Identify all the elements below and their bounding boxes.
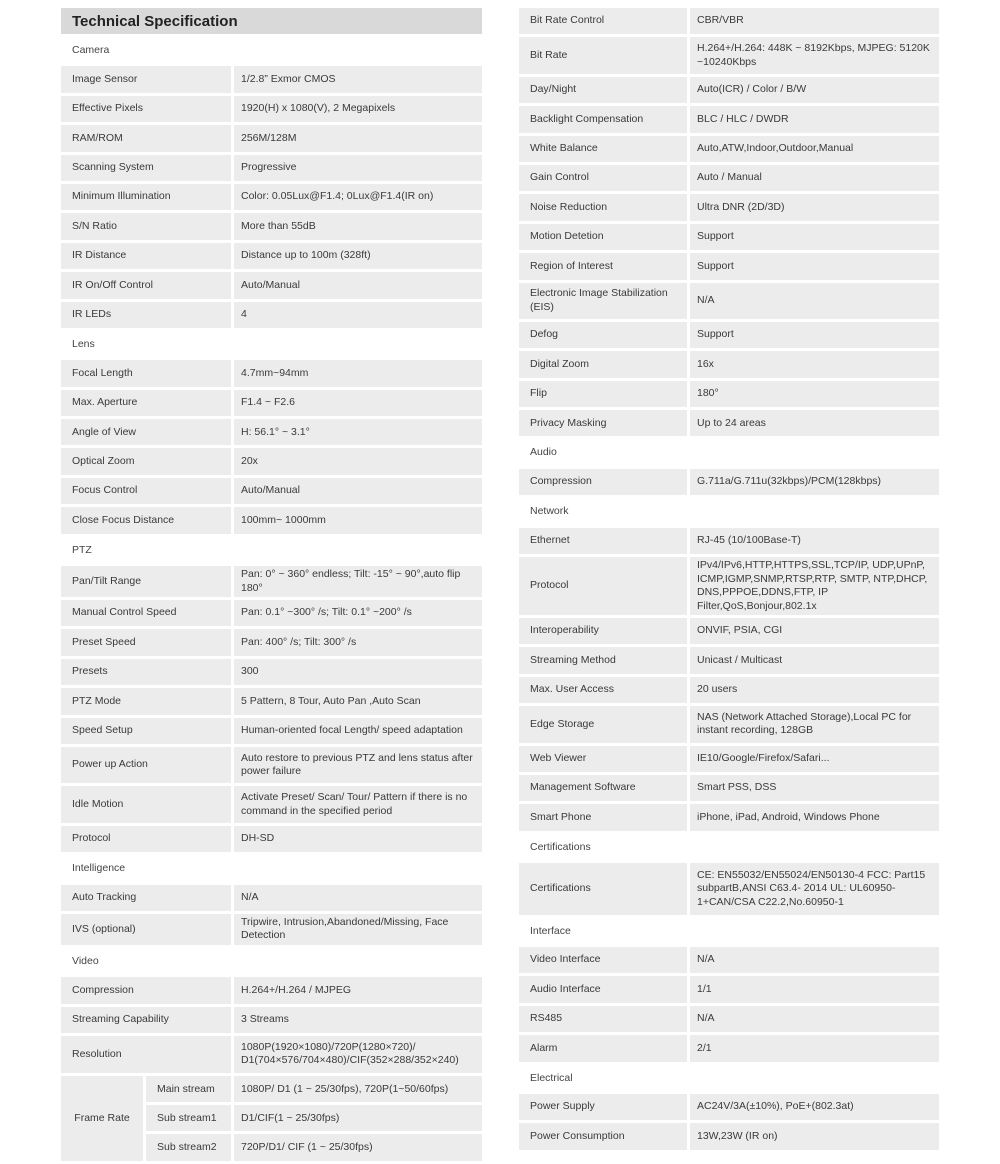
spec-label: White Balance [519, 136, 687, 162]
spec-value: 256M/128M [234, 125, 482, 151]
spec-label: RS485 [519, 1006, 687, 1032]
spec-row-manual-control-speed [61, 600, 482, 626]
spec-value: F1.4 ~ F2.6 [234, 390, 482, 416]
spec-label: Minimum Illumination [61, 184, 231, 210]
spec-label: Idle Motion [61, 786, 231, 822]
spec-value: 3 Streams [234, 1007, 482, 1033]
spec-value: 300 [234, 659, 482, 685]
spec-label: Compression [519, 469, 687, 495]
spec-value: Ultra DNR (2D/3D) [690, 194, 939, 220]
spec-value: H.264+/H.264 / MJPEG [234, 977, 482, 1003]
spec-row-resolution [61, 1036, 482, 1072]
spec-row-interoperability [519, 618, 939, 644]
spec-value: Pan: 0° ~ 360° endless; Tilt: -15° ~ 90°,auto flip 180° [234, 566, 482, 597]
spec-label: Audio Interface [519, 976, 687, 1002]
spec-value: Auto,ATW,Indoor,Outdoor,Manual [690, 136, 939, 162]
spec-label: PTZ Mode [61, 688, 231, 714]
spec-value: Pan: 400° /s; Tilt: 300° /s [234, 629, 482, 655]
spec-label: Preset Speed [61, 629, 231, 655]
spec-row-web-viewer [519, 746, 939, 772]
spec-label: Web Viewer [519, 746, 687, 772]
spec-label: IR LEDs [61, 302, 231, 328]
spec-value: D1/CIF(1 ~ 25/30fps) [234, 1105, 482, 1131]
spec-value: H.264+/H.264: 448K ~ 8192Kbps, MJPEG: 5120K ~10240Kbps [690, 37, 939, 73]
spec-row-flip [519, 381, 939, 407]
spec-row-compression [61, 977, 482, 1003]
spec-value: 100mm~ 1000mm [234, 507, 482, 533]
spec-row-compression [519, 469, 939, 495]
spec-label: Resolution [61, 1036, 231, 1072]
spec-label: Gain Control [519, 165, 687, 191]
spec-label: Motion Detetion [519, 224, 687, 250]
spec-label: Power up Action [61, 747, 231, 783]
right-spec-table [519, 8, 939, 1150]
spec-row-ir-on-off-control [61, 272, 482, 298]
spec-sublabel: Main stream [146, 1076, 231, 1102]
spec-label: Close Focus Distance [61, 507, 231, 533]
spec-value: DH-SD [234, 826, 482, 852]
spec-label: Alarm [519, 1035, 687, 1061]
section-heading-intelligence: Intelligence [72, 862, 126, 875]
spec-value: 1/2.8” Exmor CMOS [234, 66, 482, 92]
spec-value: Activate Preset/ Scan/ Tour/ Pattern if there is no command in the specified period [234, 786, 482, 822]
spec-row-electronic-image-stabilization-eis [519, 283, 939, 319]
section-heading-audio: Audio [530, 446, 557, 459]
spec-value: Color: 0.05Lux@F1.4; 0Lux@F1.4(IR on) [234, 184, 482, 210]
spec-value: AC24V/3A(±10%), PoE+(802.3at) [690, 1094, 939, 1120]
spec-row-defog [519, 322, 939, 348]
spec-row-ethernet [519, 528, 939, 554]
spec-row-effective-pixels [61, 96, 482, 122]
spec-value: ONVIF, PSIA, CGI [690, 618, 939, 644]
spec-label: Electronic Image Stabilization (EIS) [519, 283, 687, 319]
spec-label: Optical Zoom [61, 448, 231, 474]
spec-label: Image Sensor [61, 66, 231, 92]
spec-value: Distance up to 100m (328ft) [234, 243, 482, 269]
left-spec-table [61, 37, 482, 1161]
spec-value: CE: EN55032/EN55024/EN50130-4 FCC: Part15 subpartB,ANSI C63.4- 2014 UL: UL60950-1+CAN/CSA C22.2,No.60950-1 [690, 863, 939, 915]
spec-label: Speed Setup [61, 718, 231, 744]
spec-row-idle-motion [61, 786, 482, 822]
spec-value: Up to 24 areas [690, 410, 939, 436]
spec-sublabel: Sub stream1 [146, 1105, 231, 1131]
spec-label: Focal Length [61, 360, 231, 386]
spec-row-ivs-optional [61, 914, 482, 945]
spec-label: Max. Aperture [61, 390, 231, 416]
spec-value: 180° [690, 381, 939, 407]
spec-value: 720P/D1/ CIF (1 ~ 25/30fps) [234, 1134, 482, 1160]
spec-row-image-sensor [61, 66, 482, 92]
spec-row-certifications [519, 863, 939, 915]
spec-value: iPhone, iPad, Android, Windows Phone [690, 804, 939, 830]
spec-label: Presets [61, 659, 231, 685]
spec-label: Video Interface [519, 947, 687, 973]
spec-value: 4.7mm~94mm [234, 360, 482, 386]
spec-row-ptz-mode [61, 688, 482, 714]
spec-row-streaming-capability [61, 1007, 482, 1033]
spec-label: Angle of View [61, 419, 231, 445]
spec-sublabel: Sub stream2 [146, 1134, 231, 1160]
spec-row-region-of-interest [519, 253, 939, 279]
spec-row-ir-leds [61, 302, 482, 328]
section-heading-electrical: Electrical [530, 1071, 573, 1084]
spec-label: Protocol [61, 826, 231, 852]
spec-row-close-focus-distance [61, 507, 482, 533]
spec-value: G.711a/G.711u(32kbps)/PCM(128kbps) [690, 469, 939, 495]
spec-label: Privacy Masking [519, 410, 687, 436]
spec-value: Support [690, 322, 939, 348]
spec-label: S/N Ratio [61, 213, 231, 239]
section-heading-interface: Interface [530, 924, 571, 937]
spec-row-digital-zoom [519, 351, 939, 377]
spec-value: N/A [234, 885, 482, 911]
spec-value: Human-oriented focal Length/ speed adaptation [234, 718, 482, 744]
spec-value: 20 users [690, 677, 939, 703]
spec-value: 1080P/ D1 (1 ~ 25/30fps), 720P(1~50/60fps) [234, 1076, 482, 1102]
spec-value: BLC / HLC / DWDR [690, 106, 939, 132]
spec-value: Support [690, 253, 939, 279]
spec-value: Support [690, 224, 939, 250]
spec-value: NAS (Network Attached Storage),Local PC for instant recording, 128GB [690, 706, 939, 742]
right-spec-column [519, 8, 939, 1153]
section-heading-lens: Lens [72, 337, 95, 350]
spec-label: Flip [519, 381, 687, 407]
spec-label: Interoperability [519, 618, 687, 644]
spec-value: N/A [690, 947, 939, 973]
spec-label: Bit Rate Control [519, 8, 687, 34]
spec-row-power-supply [519, 1094, 939, 1120]
spec-row-protocol [519, 557, 939, 615]
spec-label: Ethernet [519, 528, 687, 554]
spec-row-ram-rom [61, 125, 482, 151]
spec-title: Technical Specification [61, 8, 482, 34]
spec-value: IPv4/IPv6,HTTP,HTTPS,SSL,TCP/IP, UDP,UPnP, ICMP,IGMP,SNMP,RTSP,RTP, SMTP, NTP,DHCP, DNS,PPPOE,DDNS,FTP, IP Filter,QoS,Bonjour,802.1x [690, 557, 939, 615]
section-heading-video: Video [72, 954, 99, 967]
spec-label: Noise Reduction [519, 194, 687, 220]
spec-value: IE10/Google/Firefox/Safari... [690, 746, 939, 772]
spec-value: Auto / Manual [690, 165, 939, 191]
spec-row-management-software [519, 775, 939, 801]
spec-label: Digital Zoom [519, 351, 687, 377]
spec-subrow-main-stream [146, 1076, 482, 1102]
spec-label: Frame Rate [61, 1076, 143, 1161]
spec-label: Defog [519, 322, 687, 348]
spec-value: 20x [234, 448, 482, 474]
spec-row-max-aperture [61, 390, 482, 416]
spec-row-noise-reduction [519, 194, 939, 220]
spec-row-rs485 [519, 1006, 939, 1032]
spec-value: RJ-45 (10/100Base-T) [690, 528, 939, 554]
spec-label: Edge Storage [519, 706, 687, 742]
spec-value: Tripwire, Intrusion,Abandoned/Missing, Face Detection [234, 914, 482, 945]
spec-value: Smart PSS, DSS [690, 775, 939, 801]
spec-row-alarm [519, 1035, 939, 1061]
spec-label: Streaming Capability [61, 1007, 231, 1033]
spec-value: More than 55dB [234, 213, 482, 239]
spec-value: Pan: 0.1° ~300° /s; Tilt: 0.1° ~200° /s [234, 600, 482, 626]
left-spec-column [61, 8, 482, 1164]
spec-row-auto-tracking [61, 885, 482, 911]
spec-row-preset-speed [61, 629, 482, 655]
spec-label: Management Software [519, 775, 687, 801]
spec-row-gain-control [519, 165, 939, 191]
spec-value: 1920(H) x 1080(V), 2 Megapixels [234, 96, 482, 122]
spec-label: Max. User Access [519, 677, 687, 703]
spec-label: Bit Rate [519, 37, 687, 73]
section-heading-certifications: Certifications [530, 840, 591, 853]
spec-row-optical-zoom [61, 448, 482, 474]
spec-value: 1/1 [690, 976, 939, 1002]
spec-label: IR Distance [61, 243, 231, 269]
spec-label: RAM/ROM [61, 125, 231, 151]
spec-value: N/A [690, 283, 939, 319]
spec-label: Streaming Method [519, 647, 687, 673]
section-heading-camera: Camera [72, 44, 110, 56]
spec-label: Auto Tracking [61, 885, 231, 911]
spec-label: Power Consumption [519, 1123, 687, 1149]
spec-value: 2/1 [690, 1035, 939, 1061]
spec-row-speed-setup [61, 718, 482, 744]
spec-value: Auto restore to previous PTZ and lens status after power failure [234, 747, 482, 783]
spec-value: N/A [690, 1006, 939, 1032]
spec-row-bit-rate-control [519, 8, 939, 34]
spec-label: Pan/Tilt Range [61, 566, 231, 597]
spec-row-scanning-system [61, 155, 482, 181]
spec-row-power-consumption [519, 1123, 939, 1149]
spec-value: Auto(ICR) / Color / B/W [690, 77, 939, 103]
spec-value: 13W,23W (IR on) [690, 1123, 939, 1149]
spec-label: Effective Pixels [61, 96, 231, 122]
spec-row-ir-distance [61, 243, 482, 269]
spec-row-audio-interface [519, 976, 939, 1002]
spec-row-motion-detetion [519, 224, 939, 250]
spec-value: 16x [690, 351, 939, 377]
spec-value: Unicast / Multicast [690, 647, 939, 673]
spec-label: Scanning System [61, 155, 231, 181]
spec-label: IR On/Off Control [61, 272, 231, 298]
spec-row-focus-control [61, 478, 482, 504]
spec-value: 1080P(1920×1080)/720P(1280×720)/ D1(704×576/704×480)/CIF(352×288/352×240) [234, 1036, 482, 1072]
spec-row-day-night [519, 77, 939, 103]
spec-row-minimum-illumination [61, 184, 482, 210]
spec-row-presets [61, 659, 482, 685]
spec-row-s-n-ratio [61, 213, 482, 239]
spec-label: Focus Control [61, 478, 231, 504]
spec-label: Region of Interest [519, 253, 687, 279]
spec-label: Day/Night [519, 77, 687, 103]
section-heading-ptz: PTZ [72, 543, 92, 556]
spec-subrow-sub-stream1 [146, 1105, 482, 1131]
spec-row-pan-tilt-range [61, 566, 482, 597]
spec-label: Certifications [519, 863, 687, 915]
spec-row-edge-storage [519, 706, 939, 742]
spec-value: Auto/Manual [234, 478, 482, 504]
spec-label: IVS (optional) [61, 914, 231, 945]
spec-label: Backlight Compensation [519, 106, 687, 132]
spec-row-angle-of-view [61, 419, 482, 445]
spec-label: Compression [61, 977, 231, 1003]
spec-row-max-user-access [519, 677, 939, 703]
spec-value: H: 56.1° ~ 3.1° [234, 419, 482, 445]
spec-subrow-sub-stream2 [146, 1134, 482, 1160]
spec-row-frame-rate [61, 1076, 482, 1161]
spec-label: Manual Control Speed [61, 600, 231, 626]
spec-row-bit-rate [519, 37, 939, 73]
spec-value: 4 [234, 302, 482, 328]
spec-row-protocol [61, 826, 482, 852]
spec-row-focal-length [61, 360, 482, 386]
spec-value: Progressive [234, 155, 482, 181]
spec-value: CBR/VBR [690, 8, 939, 34]
spec-row-white-balance [519, 136, 939, 162]
section-heading-network: Network [530, 505, 569, 518]
spec-value: 5 Pattern, 8 Tour, Auto Pan ,Auto Scan [234, 688, 482, 714]
spec-row-privacy-masking [519, 410, 939, 436]
spec-row-smart-phone [519, 804, 939, 830]
spec-row-streaming-method [519, 647, 939, 673]
spec-value: Auto/Manual [234, 272, 482, 298]
spec-row-power-up-action [61, 747, 482, 783]
spec-label: Smart Phone [519, 804, 687, 830]
spec-label: Protocol [519, 557, 687, 615]
spec-row-backlight-compensation [519, 106, 939, 132]
spec-label: Power Supply [519, 1094, 687, 1120]
spec-row-video-interface [519, 947, 939, 973]
